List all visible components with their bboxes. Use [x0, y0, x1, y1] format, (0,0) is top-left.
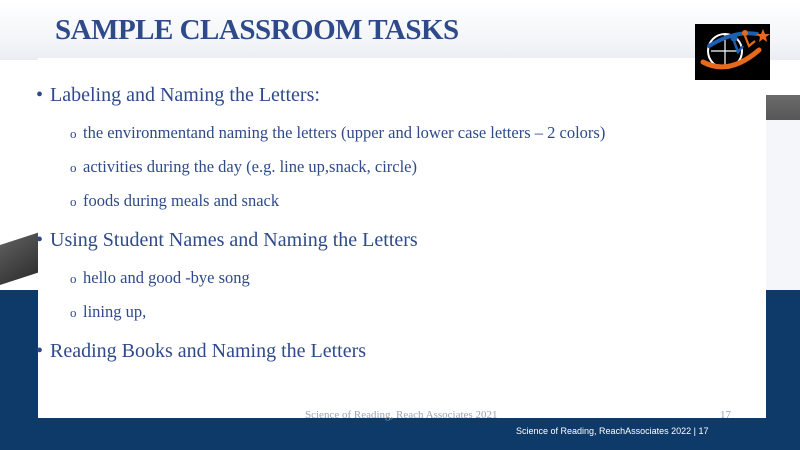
- logo: [695, 24, 770, 80]
- sub-bullet-item: [70, 268, 250, 288]
- bullet-dot-icon: •: [36, 229, 44, 251]
- bullet-item: [36, 340, 366, 363]
- circle-bullet-icon: o: [70, 160, 77, 175]
- sub-bullet-item: [70, 123, 605, 143]
- sub-bullet-item: [70, 157, 417, 177]
- bullet-text: Reading Books and Naming the Letters: [50, 340, 367, 362]
- bullet-item: [36, 84, 320, 107]
- ghost-footer-text: Science of Reading, Reach Associates 2021: [305, 409, 498, 421]
- sub-bullet-item: [70, 191, 279, 211]
- reach-associates-logo-icon: [695, 24, 770, 80]
- sub-bullet-text: activities during the day (e.g. line up,snack, circle): [83, 157, 418, 176]
- sub-bullet-text: the environmentand naming the letters (upper and lower case letters – 2 colors): [83, 123, 606, 142]
- slide-footer: Science of Reading, ReachAssociates 2022 | 17: [516, 426, 709, 436]
- bullet-text: Using Student Names and Naming the Letters: [50, 229, 418, 251]
- slide-title: SAMPLE CLASSROOM TASKS: [55, 14, 459, 46]
- sub-bullet-item: [70, 302, 146, 322]
- circle-bullet-icon: o: [70, 305, 77, 320]
- bullet-dot-icon: •: [36, 84, 44, 106]
- sub-bullet-text: hello and good -bye song: [83, 268, 250, 287]
- ghost-page-number: 17: [720, 409, 731, 421]
- bullet-item: [36, 229, 418, 252]
- sub-bullet-text: foods during meals and snack: [83, 191, 280, 210]
- bullet-text: Labeling and Naming the Letters:: [50, 84, 320, 106]
- bullet-dot-icon: •: [36, 340, 44, 362]
- circle-bullet-icon: o: [70, 271, 77, 286]
- sub-bullet-text: lining up,: [83, 302, 147, 321]
- circle-bullet-icon: o: [70, 126, 77, 141]
- circle-bullet-icon: o: [70, 194, 77, 209]
- decorative-strip: [765, 120, 800, 290]
